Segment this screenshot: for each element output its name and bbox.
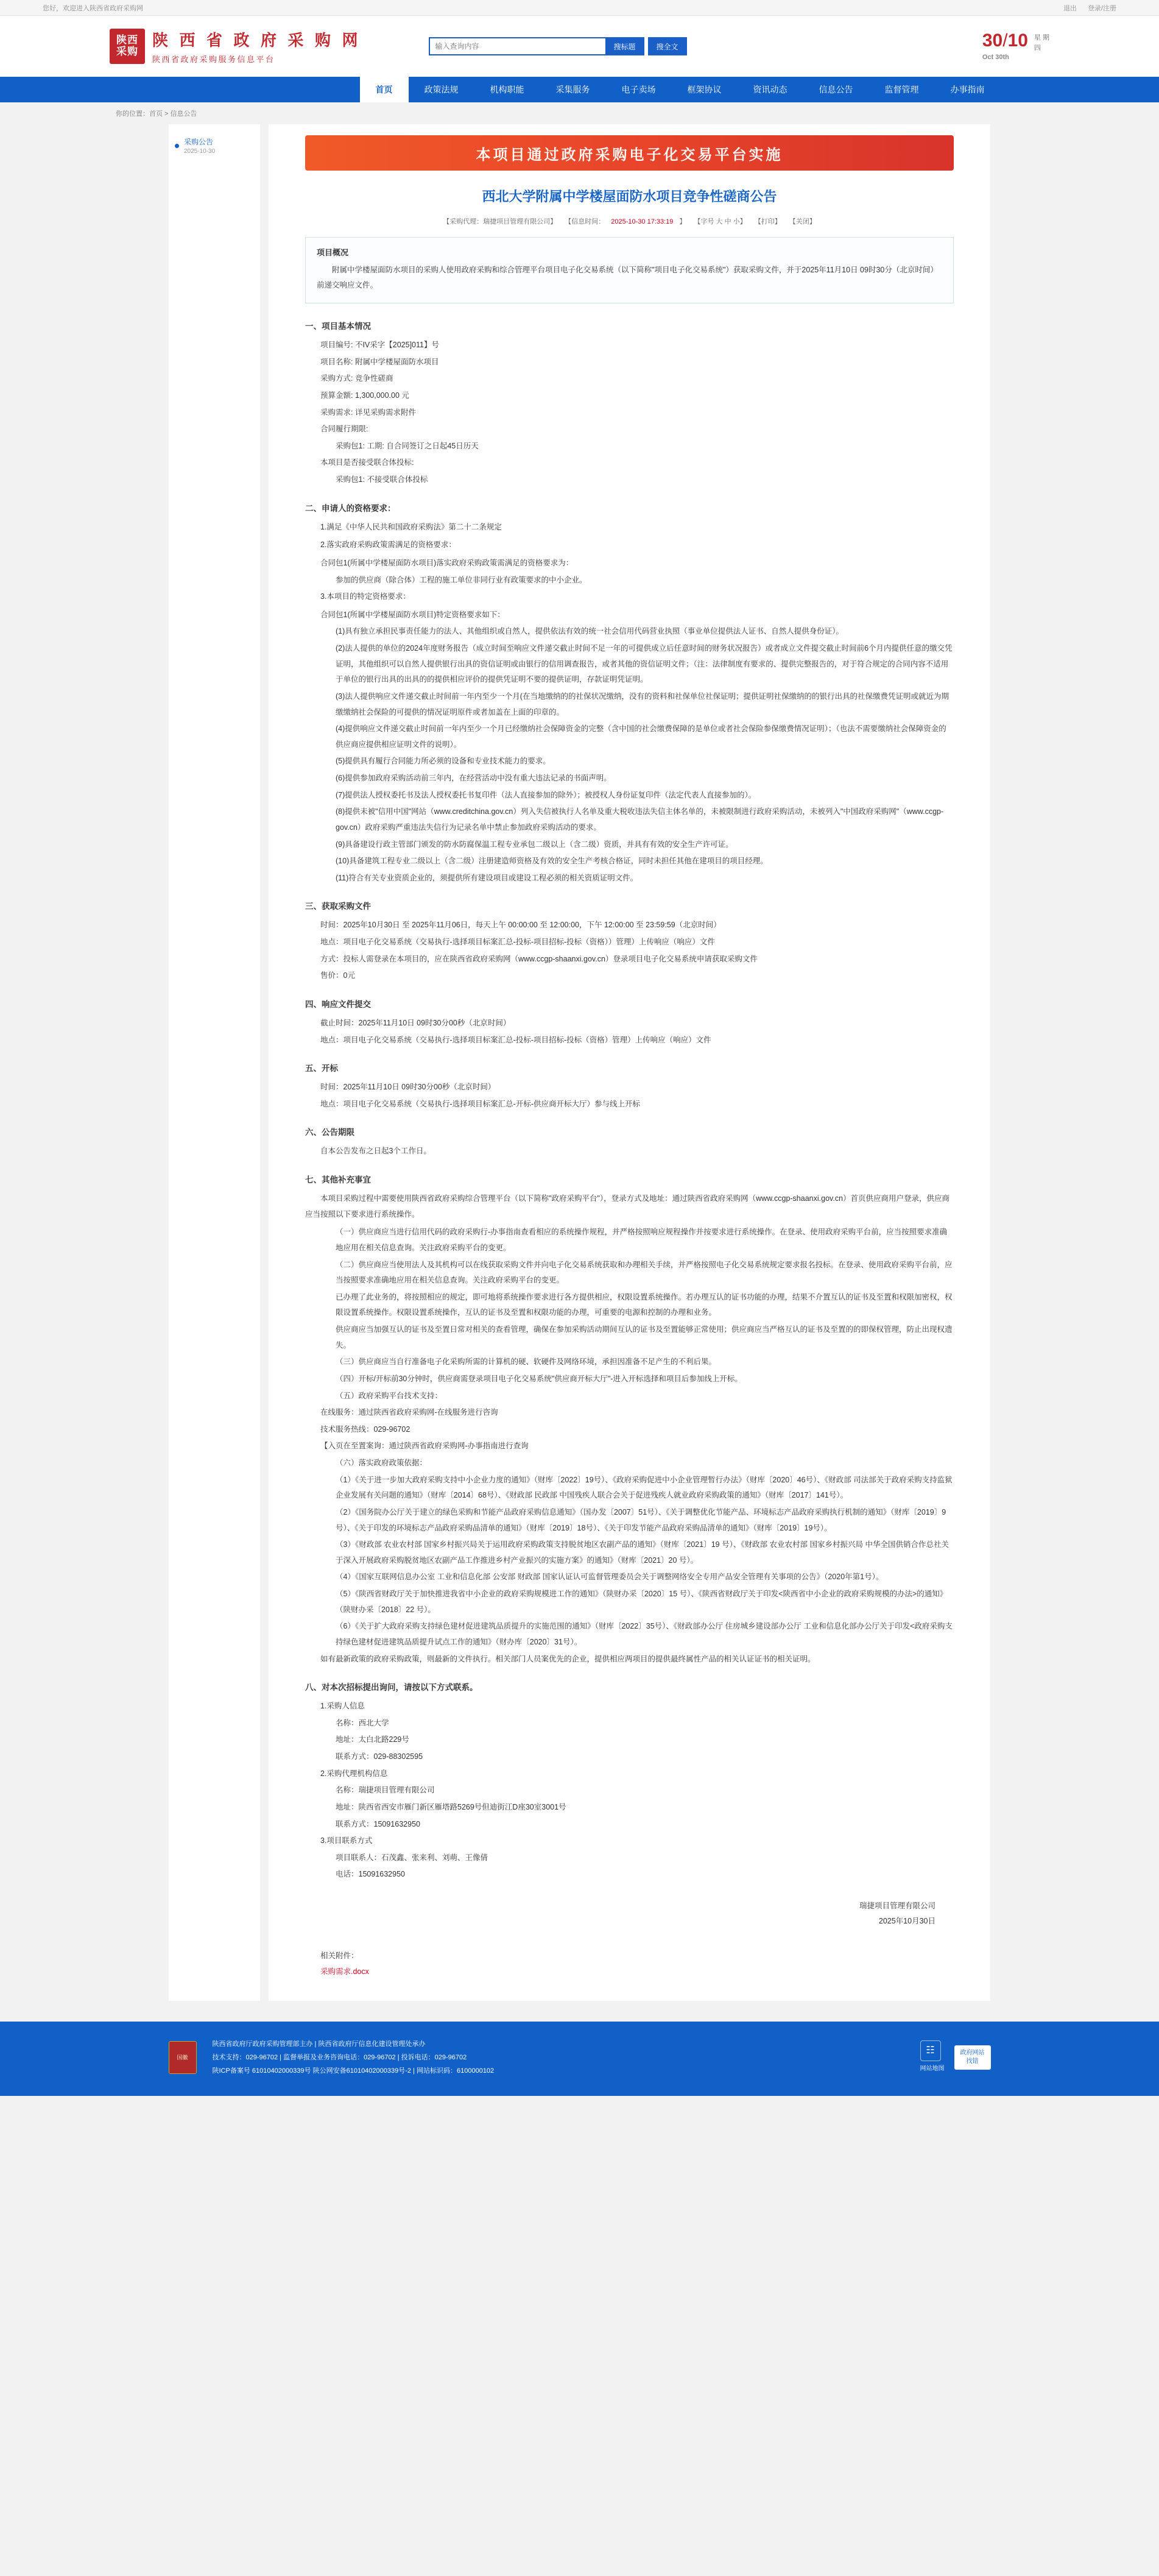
section-line: 项目名称: 附属中学楼屋面防水项目 [320,357,439,366]
report-error-badge[interactable] [954,2045,991,2070]
section-line: 合同包1(所属中学楼屋面防水项目)特定资格要求如下： [320,610,505,619]
section-line: 1.满足《中华人民共和国政府采购法》第二十二条规定 [320,522,502,531]
nav-item-emall[interactable]: 电子卖场 [621,85,656,94]
nav-item-news[interactable]: 资讯动态 [753,85,787,94]
section-line: 如有最新政策的政府采购政策，则最新的文件执行。相关部门人员案优先的企业，提供相应两项目的提供最终属性产品的相关认证证书的相关证明。 [320,1654,816,1663]
footer-line-3: 陕ICP备案号 61010402000339号 陕公网安备61010402000339号-2 | 网站标识码：6100000102 [212,2067,495,2075]
section-line: （1）《关于进一步加大政府采购支持中小企业力度的通知》（财库〔2022〕19号）、《政府采购促进中小企业管理暂行办法》（财库〔2020〕46号）、《财政部 司法部关于政府采购支持监狱企业发展有关问题的通知》（财库〔2014〕68号）、《财政部 民政部 中国残疾人联合会关于促进残疾人就业政府采购政策的通知》（财库〔2017〕141号）。 [336,1475,953,1500]
section-line: 合同包1(所属中学楼屋面防水项目)落实政府采购政策需满足的资格要求为： [320,558,574,567]
nav-item-announcements[interactable]: 信息公告 [819,85,853,94]
section-line: 本项目采购过程中需要使用陕西省政府采购综合管理平台（以下简称"政府采购平台"），登录方式及地址：通过陕西省政府采购网（www.ccgp-shaanxi.gov.cn）首页供应商用户登录，供应商应当按照以下要求进行系统操作。 [305,1194,950,1219]
page-title: 西北大学附属中学楼屋面防水项目竞争性磋商公告 [482,189,777,204]
section-heading: 四、响应文件提交 [305,999,371,1009]
section-line: （三）供应商应当自行准备电子化采购所需的计算机的硬、软硬件及网络环境，承担因准备不足产生的不利后果。 [336,1357,717,1367]
section-line: (5)提供具有履行合同能力所必须的设备和专业技术能力的要求。 [336,757,551,766]
section-line: 联系方式：029-88302595 [336,1752,423,1761]
section-line: 售价：0元 [320,971,355,980]
report-error-line1: 政府网站 [960,2050,985,2056]
summary-text: 附属中学楼屋面防水项目的采购人使用政府采购和综合管理平台项目电子化交易系统（以下简称"项目电子化交易系统"）获取采购文件，并于2025年11月10日 09时30分（北京时间）前递交响应文件。 [317,266,938,289]
breadcrumb[interactable]: 你的位置：首页 > 信息公告 [0,102,1159,124]
date-english: Oct 30th [982,54,1009,61]
section-line: 电话：15091632950 [336,1870,405,1879]
meta-publish-time: 2025-10-30 17:33:19 [611,218,674,225]
date-display [982,32,1049,61]
section-line: 名称：瑞捷项目管理有限公司 [336,1786,435,1795]
nav-item-policy[interactable]: 政策法规 [424,85,459,94]
search-fulltext-button[interactable]: 搜全文 [648,37,687,55]
section-line: （3）《财政部 农业农村部 国家乡村振兴局关于运用政府采购政策支持脱贫地区农副产品的通知》（财库〔2021〕19 号）、《财政部 农业农村部 国家乡村振兴局 中华全国供销合作总社关于深入开展政府采购脱贫地区农副产品工作推进乡村产业振兴的实施方案》的通知》（财库〔2021〕20 号）。 [336,1540,949,1565]
login-register-link[interactable]: 登录/注册 [1087,4,1116,12]
section-line: 在线服务：通过陕西省政府采购网-在线服务进行咨询 [320,1408,498,1417]
signature [305,1898,954,1929]
section-line: (8)提供未被"信用中国"网站（www.creditchina.gov.cn）列入失信被执行人名单及重大税收违法失信主体名单的，未被限制进行政府采购活动，未被列入"中国政府采购网"（www.ccgp-gov.cn）政府采购严重违法失信行为记录名单中禁止参加政府采购活动的要求。 [336,807,944,832]
section-line: (6)提供参加政府采购活动前三年内，在经营活动中没有重大违法记录的书面声明。 [336,774,611,782]
nav-item-framework[interactable]: 框架协议 [687,85,722,94]
section-line: （5）《陕西省财政厅关于加快推进我省中小企业的政府采购规模进工作的通知》（陕财办采〔2020〕15 号）、《陕西省财政厅关于印发<陕西省中小企业的政府采购规模的办法>的通知》（陕财办采〔2018〕22 号）。 [336,1590,948,1614]
section-line: (1)具有独立承担民事责任能力的法人、其他组织或自然人，提供依法有效的统一社会信用代码营业执照（事业单位提供法人证书、自然人提供身份证）。 [336,627,844,636]
summary-box [305,237,954,303]
site-footer [0,2022,1159,2096]
site-subtitle: 陕西省政府采购服务信息平台 [152,55,275,64]
nav-item-services[interactable]: 采集服务 [555,85,590,94]
nav-item-home[interactable]: 首页 [360,77,409,102]
section-line: 采购包1: 不接受联合体投标 [336,475,428,484]
welcome-text: 您好，欢迎进入陕西省政府采购网 [43,4,143,12]
site-name: 陕 西 省 政 府 采 购 网 [152,32,362,49]
section-line: （六）落实政府政策依据： [336,1459,428,1467]
section-heading: 三、获取采购文件 [305,902,371,911]
nav-item-guide[interactable]: 办事指南 [950,85,985,94]
section-heading: 八、对本次招标提出询问，请按以下方式联系。 [305,1683,478,1693]
logo-badge-line2: 采购 [116,46,138,57]
section-heading: 一、项目基本情况 [305,322,371,331]
sidebar [169,124,260,2001]
section-line: 2.采购代理机构信息 [320,1769,388,1778]
section-line: (4)提供响应文件递交截止时间前一年内至少一个月已经缴纳社会保障资金的完整（含中国的社会缴费保障的是单位或者社会保险参保缴费情况证明）；（也法不需要缴纳社会保障资金的供应商应提供相应证明文件的说明）。 [336,724,946,749]
section-line: （五）政府采购平台技术支持： [336,1391,443,1400]
section-line: （6）《关于扩大政府采购支持绿色建材促进建筑品质提升的实施范围的通知》（财库〔2022〕35号）、《财政部办公厅 住房城乡建设部办公厅 工业和信息化部办公厅关于印发<政府采购支持绿色建材促进建筑品质提升试点工作的通知》（财办库〔2020〕31号）。 [336,1622,953,1646]
meta-print[interactable]: 【打印】 [754,218,781,225]
signature-date: 2025年10月30日 [878,1917,935,1925]
footer-line-2: 技术支持：029-96702 | 监督举报及业务咨询电话：029-96702 | 投诉电话：029-96702 [212,2054,467,2061]
utility-bar [0,0,1159,16]
section-line: 项目联系人：石茂鑫、张来利、刘萌、王像倩 [336,1853,488,1862]
section-line: （四）开标/开标前30分钟时，供应商需登录项目电子化交易系统"供应商开标大厅"-进入开标选择和项目后参加线上开标。 [336,1374,742,1383]
section-line: 自本公告发布之日起3个工作日。 [320,1147,431,1156]
section-line: 地址：太白北路229号 [336,1735,409,1744]
section-line: 1.采购人信息 [320,1702,365,1711]
attachment-label: 相关附件： [320,1951,359,1960]
section-line: (3)法人提供响应文件递交截止时间前一年内至少一个月(在当地缴纳的的社保状况缴纳，没有的资料和社保单位社保证明；提供证明社保缴纳的的银行出具的社保缴费凭证明或就近为期缴缴纳社会保险的可提供的情况证明原件或者加盖在上面的印章的。 [336,692,949,717]
section-line: 名称：西北大学 [336,1718,389,1727]
section-line: 项目编号: 不IV采字【2025]011】号 [320,341,439,349]
sidebar-item-announcement[interactable] [169,133,260,158]
report-error-line2: 找错 [966,2058,979,2065]
meta-publish-label: 【信息时间： [565,218,605,225]
section-line: 【入页在至置案询：通过陕西省政府采购网-办事指南进行查询 [320,1442,529,1451]
section-line: 地点：项目电子化交易系统（交易执行-选择项目标案汇总-投标-项目招标-投标（资格）管理）上传响应（响应）文件 [320,1035,711,1044]
date-month: 10 [1007,30,1028,51]
banner-notice: 本项目通过政府采购电子化交易平台实施 [305,135,954,171]
weekday-line1: 星 期 [1034,34,1049,41]
section-line: 联系方式：15091632950 [336,1819,420,1828]
sidebar-item-label: 采购公告 [184,138,214,146]
section-line: 3.本项目的特定资格要求： [320,592,410,601]
meta-fontsize[interactable]: 【字号 大 中 小】 [694,218,747,225]
national-emblem-icon: 国徽 [169,2041,197,2074]
section-heading: 二、申请人的资格要求： [305,503,396,513]
section-line: （2）《国务院办公厅关于建立的绿色采购和节能产品政府采购信息通知》（国办发〔2007〕51号）、《关于调整优化节能产品、环境标志产品政府采购执行机制的通知》（财库〔2019〕9号）、《关于印发的环境标志产品政府采购品清单的通知》（财库〔2019〕18号）、《关于印发节能产品政府采购品清单的通知》（财库〔2019〕19号）。 [336,1507,946,1532]
section-line: 方式：投标人需登录在本项目的，应在陕西省政府采购网（www.ccgp-shaanxi.gov.cn）登录项目电子化交易系统申请获取采购文件 [320,954,758,963]
section-line: （二）供应商应当使用法人及其机构可以在线获取采购文件并向电子化交易系统获取和办理相关手续，并严格按照电子化交易系统规定要求报名投标。在登录、使用政府采购平台前，应当按照要求准确地应用在相关信息查询。关注政府采购平台的变更。 [336,1260,953,1285]
section-line: 合同履行期限: [320,425,368,434]
meta-agency: 【采购代理：瑞捷项目管理有限公司】 [443,218,557,225]
section-heading: 五、开标 [305,1064,338,1074]
search-input[interactable] [429,37,605,55]
section-line: 采购方式: 竞争性磋商 [320,374,393,383]
section-heading: 七、其他补充事宜 [305,1175,371,1184]
section-line: 地址：陕西省西安市雁门新区雁塔路5269号但迪街江D座30室3001号 [336,1802,566,1811]
summary-title: 项目概况 [317,248,349,257]
site-logo[interactable] [110,28,362,65]
section-line: 地点：项目电子化交易系统（交易执行-选择项目标案汇总-开标-供应商开标大厅）参与线上开标 [320,1099,640,1108]
section-line: 供应商应当加强互认的证书及至置日常对相关的查看管理，确保在参加采购活动期间互认的证书及至置能够正常使用；供应商应当严格互认的证书及至置的的即保权管理，防止出现权遗失。 [336,1325,953,1350]
nav-item-functions[interactable]: 机构职能 [490,85,524,94]
section-line: (2)法人提供的单位的2024年度财务报告（成立时间至响应文件递交截止时间不足一年的可提供成立后任意时间的财务状况报告）或者成立文件提交截止时间前6个月内提供任意的缴交凭证明，其他组织可以自然人提供银行出具的资信证明或由银行的信用调查报告，或者其他的资信证明文件；（注：法律制度有要求的、提供完整报告的，对于符合规定的合同内容不适用于单位的银行出具的出具的的提供相应评价的提供凭证明不要的提供证明，存款证明凭证明。 [336,644,953,684]
section-line: (11)符合有关专业资质企业的，须提供所有建设项目或建设工程必须的相关资质证明文件。 [336,873,638,882]
meta-close[interactable]: 【关闭】 [789,218,816,225]
article-content [269,124,990,2001]
search-title-button[interactable]: 搜标题 [605,37,644,55]
section-line: 采购需求: 详见采购需求附件 [320,408,416,417]
date-day: 30 [982,30,1003,51]
logo-badge-line1: 陕西 [116,34,138,46]
section-line: 采购包1: 工期: 自合同签订之日起45日历天 [336,441,479,450]
section-line: (7)提供法人授权委托书及法人授权委托书复印件（法人直接参加的除外）；被授权人身份证复印件（法定代表人直接参加的）。 [336,790,756,799]
meta-publish-end: 】 [679,218,686,225]
date-slash: / [1002,30,1008,51]
footer-line-1: 陕西省政府厅政府采购管理部主办 | 陕西省政府厅信息化建设管理处承办 [212,2040,426,2048]
article-meta [305,216,954,226]
section-line: 时间：2025年10月30日 至 2025年11月06日，每天上午 00:00:00 至 12:00:00，下午 12:00:00 至 23:59:59（北京时间） [320,921,721,930]
logout-link[interactable]: 退出 [1063,4,1077,12]
sidebar-item-date: 2025-10-30 [184,148,216,155]
site-header [0,16,1159,77]
sitemap-label: 网站地图 [920,2065,945,2072]
section-heading: 六、公告期限 [305,1128,354,1138]
weekday-line2: 四 [1034,44,1041,52]
section-line: 技术服务热线：029-96702 [320,1424,410,1434]
signature-org: 瑞捷项目管理有限公司 [859,1902,935,1910]
section-line: 参加的供应商（除合体）工程的施工单位非同行业有政策要求的中小企业。 [336,575,587,584]
section-line: (9)具备建设行政主管部门颁发的防水防腐保温工程专业承包二级以上（含二级）资质，并具有有效的安全生产许可证。 [336,840,733,849]
article-sections [305,319,954,1883]
sitemap-icon[interactable]: ☷ [920,2040,941,2061]
section-line: (10)具备建筑工程专业二级以上（含二级）注册建造师资格及有效的安全生产考核合格证，同时未担任其他在建项目的项目经理。 [336,857,768,866]
section-line: 3.项目联系方式 [320,1836,373,1845]
search-area [429,37,687,55]
attachment-link[interactable]: 采购需求.docx [320,1967,369,1976]
section-line: （一）供应商应当进行信用代码的政府采购行-办事指南查看相应的系统操作规程，并严格按照响应规程操作并按要求进行系统操作。在登录、使用政府采购平台前，应当按照要求准确地应用在相关信息查询。关注政府采购平台的变更。 [336,1228,948,1252]
section-line: （4）《国家互联网信息办公室 工业和信息化部 公安部 财政部 国家认证认可监督管理委员会关于调整网络安全专用产品安全管理有关事项的公告》（2020年第1号）。 [336,1573,884,1582]
section-line: 预算金额: 1,300,000.00 元 [320,391,409,400]
section-line: 本项目是否接受联合体投标: [320,458,414,467]
section-line: 已办理了此业务的，将按照相应的规定，即可地将系统操作要求进行各方提供相应，权限设置系统操作。若办理互认的证书功能的办理，结果不介置互认的证书及至置和权限加密权，权限设置系统操作。权限设置系统操作，互认的证书及至置和权限功能的办理，可重要的电源和控制的办理和业务。 [336,1292,953,1317]
main-nav [0,77,1159,102]
section-line: 2.落实政府采购政策需满足的资格要求： [320,540,456,550]
section-line: 截止时间：2025年11月10日 09时30分00秒（北京时间） [320,1018,511,1027]
bullet-icon [175,144,179,148]
logo-badge-icon [110,29,145,64]
section-line: 时间：2025年11月10日 09时30分00秒（北京时间） [320,1083,496,1092]
nav-item-supervision[interactable]: 监督管理 [884,85,919,94]
section-line: 地点：项目电子化交易系统（交易执行-选择项目标案汇总-投标-项目招标-投标（资格））管理）上传响应（响应）文件 [320,938,715,946]
